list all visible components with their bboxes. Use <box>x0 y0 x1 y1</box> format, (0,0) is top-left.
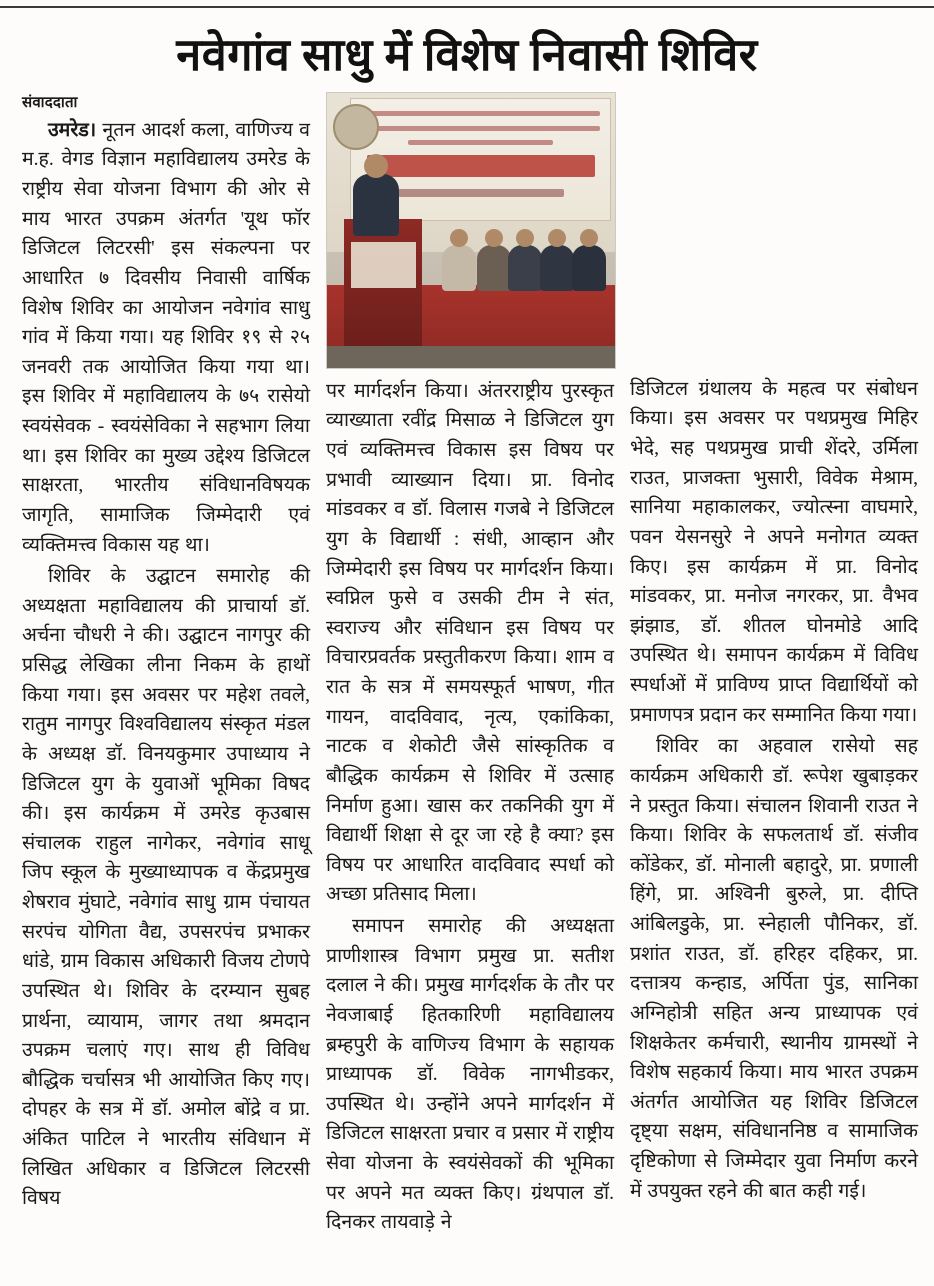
paragraph: शिविर का अहवाल रासेयो सह कार्यक्रम अधिकारी डॉ. रूपेश खुबाड़कर ने प्रस्तुत किया। संचालन शिवानी राउत ने किया। शिविर के सफलतार्थ डॉ. संजीव कोंडेकर, डॉ. मोनाली बहादुरे, प्रा. प्रणाली हिंगे, प्रा. अश्विनी बुरुले, प्रा. दीप्ति आंबिलडुके, प्रा. स्नेहाली पौनिकर, डॉ. प्रशांत राउत, डॉ. हरिहर दहिकर, प्रा. दत्तात्रय कन्हाड, अर्पिता पुंड, सानिका अग्निहोत्री सहित अन्य प्राध्यापक एवं शिक्षकेतर कर्मचारी, स्थानीय ग्रामस्थों ने विशेष सहकार्य किया। माय भारत उपक्रम अंतर्गत आयोजित यह शिविर डिजिटल दृष्ट्या सक्षम, संविधाननिष्ठ व सामाजिक दृष्टिकोणा से जिम्मेदार युवा निर्माण करने में उपयुक्त रहने की बात कही गई। <box>630 736 918 1202</box>
top-divider <box>0 6 934 8</box>
column3-photo-spacer <box>630 92 918 375</box>
banner-text-line <box>361 111 599 116</box>
column-2 <box>326 92 614 1240</box>
seated-person <box>572 245 606 291</box>
person-head <box>548 229 566 247</box>
podium-sign <box>351 242 417 288</box>
person-head <box>485 229 503 247</box>
paragraph <box>22 116 310 560</box>
college-logo <box>333 104 379 150</box>
paragraph-text: नूतन आदर्श कला, वाणिज्य व म.ह. वेगड विज्ञान महाविद्यालय उमरेड के राष्ट्रीय सेवा योजना विभाग की ओर से माय भारत उपक्रम अंतर्गत 'यूथ फॉर डिजिटल लिटरसी' इस संकल्पना पर आधारित ७ दिवसीय निवासी वार्षिक विशेष शिविर का आयोजन नवेगांव साधु गांव में किया गया। यह शिविर १९ से २५ जनवरी तक आयोजित किया गया था। इस शिविर में महाविद्यालय के ७५ रासेयो स्वयंसेवक - स्वयंसेविका ने सहभाग लिया था। इस शिविर का मुख्य उद्देश्य डिजिटल साक्षरता, भारतीय संविधानविषयक जागृति, सामाजिक जिम्मेदारी एवं व्यक्तिमत्त्व विकास यह था। <box>22 119 310 556</box>
banner-title-bar <box>367 155 595 177</box>
column-3 <box>630 92 918 1209</box>
banner-text-line <box>361 126 599 131</box>
page-title: नवेगांव साधु में विशेष निवासी शिविर <box>176 30 758 80</box>
person-head <box>364 154 388 178</box>
seated-person <box>540 245 574 291</box>
byline: संवाददाता <box>22 94 78 111</box>
event-stage-photo <box>326 92 616 369</box>
paragraph: पर मार्गदर्शन किया। अंतरराष्ट्रीय पुरस्कृत व्याख्याता रवींद्र मिसाळ ने डिजिटल युग एवं व्यक्तिमत्त्व विकास इस विषय पर प्रभावी व्याख्यान दिया। प्रा. विनोद मांडवकर व डॉ. विलास गजबे ने डिजिटल युग के विद्यार्थी : संधी, आव्हान और जिम्मेदारी इस विषय पर मार्गदर्शन किया। स्वप्निल फुसे व उसकी टीम ने संत, स्वराज्य और संविधान इस विषय पर विचारप्रवर्तक प्रस्तुतीकरण किया। शाम व रात के सत्र में समयस्फूर्त भाषण, गीत गायन, वादविवाद, नृत्य, एकांकिका, नाटक व शेकोटी जैसे सांस्कृतिक व बौद्धिक कार्यक्रम से शिविर में उत्साह निर्माण हुआ। खास कर तकनिकी युग में विद्यार्थी शिक्षा से दूर जा रहे है क्या? इस विषय पर आधारित वादविवाद स्पर्धा को अच्छा प्रतिसाद मिला। <box>326 380 614 906</box>
person-head <box>450 229 468 247</box>
paragraph: शिविर के उद्घाटन समारोह की अध्यक्षता महाविद्यालय की प्राचार्या डॉ. अर्चना चौधरी ने की। उद्घाटन नागपुर की प्रसिद्ध लेखिका लीना निकम के हाथों किया गया। इस अवसर पर महेश तवले, रातुम नागपुर विश्वविद्यालय संस्कृत मंडल के अध्यक्ष डॉ. विनयकुमार उपाध्याय ने डिजिटल युग के युवाओं भूमिका विषद की। इस कार्यक्रम में उमरेड कृउबास संचालक राहुल नागेकर, नवेगांव साधू जिप स्कूल के मुख्याध्यापक व केंद्रप्रमुख शेषराव मुंघाटे, नवेगांव साधु ग्राम पंचायत सरपंच योगिता वैद्य, उपसरपंच प्रभाकर धांडे, ग्राम विकास अधिकारी विजय टोणपे उपस्थित थे। शिविर के दरम्यान सुबह प्रार्थना, व्यायाम, जागर तथा श्रमदान उपक्रम चलाएं गए। साथ ही विविध बौद्धिक चर्चासत्र भी आयोजित किए गए। दोपहर के सत्र में डॉ. अमोल बोंद्रे व प्रा. अंकित पाटिल ने भारतीय संविधान में लिखित अधिकार व डिजिटल लिटरसी विषय <box>22 566 310 1210</box>
banner-text-line <box>408 140 553 145</box>
person-head <box>580 229 598 247</box>
podium <box>344 219 422 346</box>
seated-person <box>442 245 476 291</box>
seated-person <box>508 245 542 291</box>
seated-person <box>477 245 511 291</box>
dateline: उमरेड। <box>48 119 97 141</box>
column-1 <box>22 92 310 1216</box>
speaker-at-podium <box>353 174 399 236</box>
paragraph: समापन समारोह की अध्यक्षता प्राणीशास्त्र विभाग प्रमुख प्रा. सतीश दलाल ने की। प्रमुख मार्गदर्शक के तौर पर नेवजाबाई हितकारिणी महाविद्यालय ब्रम्हपुरी के वाणिज्य विभाग के सहायक प्राध्यापक डॉ. विवेक नागभीडकर, उपस्थित थे। उन्होंने अपने मार्गदर्शन में डिजिटल साक्षरता प्रचार व प्रसार में राष्ट्रीय सेवा योजना के स्वयंसेवकों की भूमिका पर अपने मत व्यक्त किए। ग्रंथपाल डॉ. दिनकर तायवाड़े ने <box>326 916 614 1234</box>
photo-floor <box>327 346 615 368</box>
photo-container <box>326 92 614 369</box>
banner-subtitle-bar <box>398 189 564 197</box>
paragraph: डिजिटल ग्रंथालय के महत्व पर संबोधन किया। इस अवसर पर पथप्रमुख मिहिर भेदे, सह पथप्रमुख प्राची शेंदरे, उर्मिला राउत, प्राजक्ता भुसारी, विवेक मेश्राम, सानिया महाकालकर, ज्योत्स्ना वाघमारे, पवन येसनसुरे ने अपने मनोगत व्यक्त किए। इस कार्यक्रम में प्रा. विनोद मांडवकर, प्रा. मनोज नगरकर, प्रा. वैभव झंझाड, डॉ. शीतल घोनमोडे आदि उपस्थित थे। समापन कार्यक्रम में विविध स्पर्धाओं में प्राविण्य प्राप्त विद्यार्थियों को प्रमाणपत्र प्रदान कर सम्मानित किया गया। <box>630 378 918 726</box>
article-columns <box>22 92 918 1240</box>
